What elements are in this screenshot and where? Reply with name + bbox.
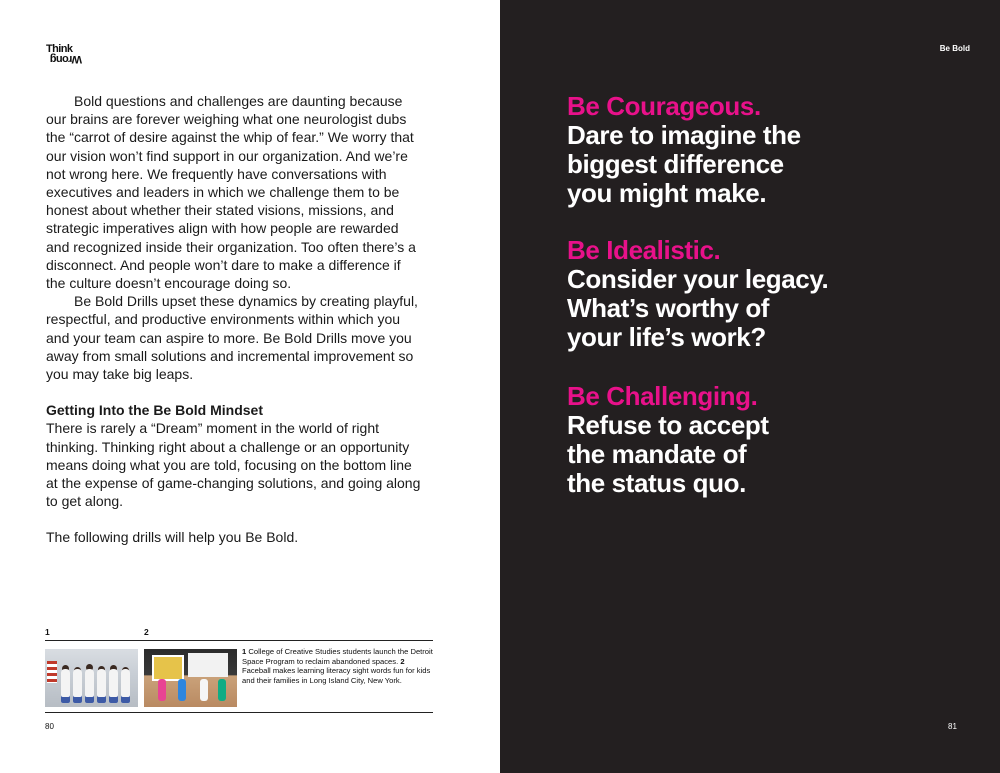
- page-number-right: 81: [948, 722, 957, 731]
- paragraph-1: Bold questions and challenges are daunting because our brains are forever weighing what one neurologist dubs the “carrot of desire against the whip of fear.” We worry that our vision won’t find support in our organization. And we’re not wrong here. We frequently have conversations with executives and leaders in which we challenge them to be honest about whether their stated visions, missions, and strategic imperatives align with how people are rewarded and recognized inside their organization. Too often there’s a disconnect. And people won’t dare to make a difference if the culture doesn’t encourage doing so.: [46, 93, 416, 292]
- block-line: What’s worthy of: [567, 293, 770, 323]
- block-heading: Be Challenging.: [567, 381, 758, 411]
- caption-num-2: 2: [400, 656, 405, 666]
- be-idealistic-block: [567, 236, 877, 352]
- flag-graphic: [47, 661, 57, 683]
- mindset-paragraph: There is rarely a “Dream” moment in the world of right thinking. Thinking right about a challenge or an opportunity means doing what you are told, focusing on the bottom line at the expense of game-changing solutions, and going along to get along.: [46, 420, 421, 510]
- running-head: Be Bold: [939, 44, 970, 53]
- think-wrong-logo: [46, 44, 86, 64]
- be-challenging-block: [567, 382, 877, 498]
- logo-think: Think: [46, 43, 73, 55]
- block-line: Dare to imagine the: [567, 120, 801, 150]
- block-line: Refuse to accept: [567, 410, 769, 440]
- photo-space-program: [45, 649, 138, 707]
- photo-faceball: [144, 649, 237, 707]
- block-line: biggest difference: [567, 149, 784, 179]
- section-subhead: Getting Into the Be Bold Mindset: [46, 402, 263, 419]
- figure-number-2: 2: [144, 627, 149, 637]
- white-board: [188, 653, 228, 677]
- block-line: your life’s work?: [567, 322, 766, 352]
- caption-text-1: College of Creative Studies students launch the Detroit Space Program to reclaim abandoned spaces.: [242, 647, 433, 666]
- closing-paragraph: The following drills will help you Be Bold.: [46, 529, 299, 546]
- block-heading: Be Idealistic.: [567, 235, 721, 265]
- block-line: Consider your legacy.: [567, 264, 829, 294]
- figure-rule-bottom: [45, 712, 433, 713]
- caption-text-2: Faceball makes learning literacy sight words fun for kids and their families in Long Island City, New York.: [242, 666, 431, 685]
- figure-rule-top: [45, 640, 433, 641]
- be-courageous-block: [567, 92, 877, 208]
- body-text: [46, 92, 422, 547]
- yellow-board: [152, 655, 184, 681]
- block-line: the mandate of: [567, 439, 747, 469]
- figure-numbers: [45, 627, 435, 639]
- logo-wrong: Wrong: [50, 53, 82, 65]
- caption-num-1: 1: [242, 647, 247, 656]
- page-number-left: 80: [45, 722, 54, 731]
- paragraph-2: Be Bold Drills upset these dynamics by creating playful, respectful, and productive environments within which you and your team can aspire to more. Be Bold Drills move you away from small solutions and incremental improvement so you may take big leaps.: [46, 293, 418, 383]
- block-heading: Be Courageous.: [567, 91, 761, 121]
- figure-caption: [242, 647, 434, 685]
- block-line: you might make.: [567, 178, 767, 208]
- figure-number-1: 1: [45, 627, 50, 637]
- block-line: the status quo.: [567, 468, 746, 498]
